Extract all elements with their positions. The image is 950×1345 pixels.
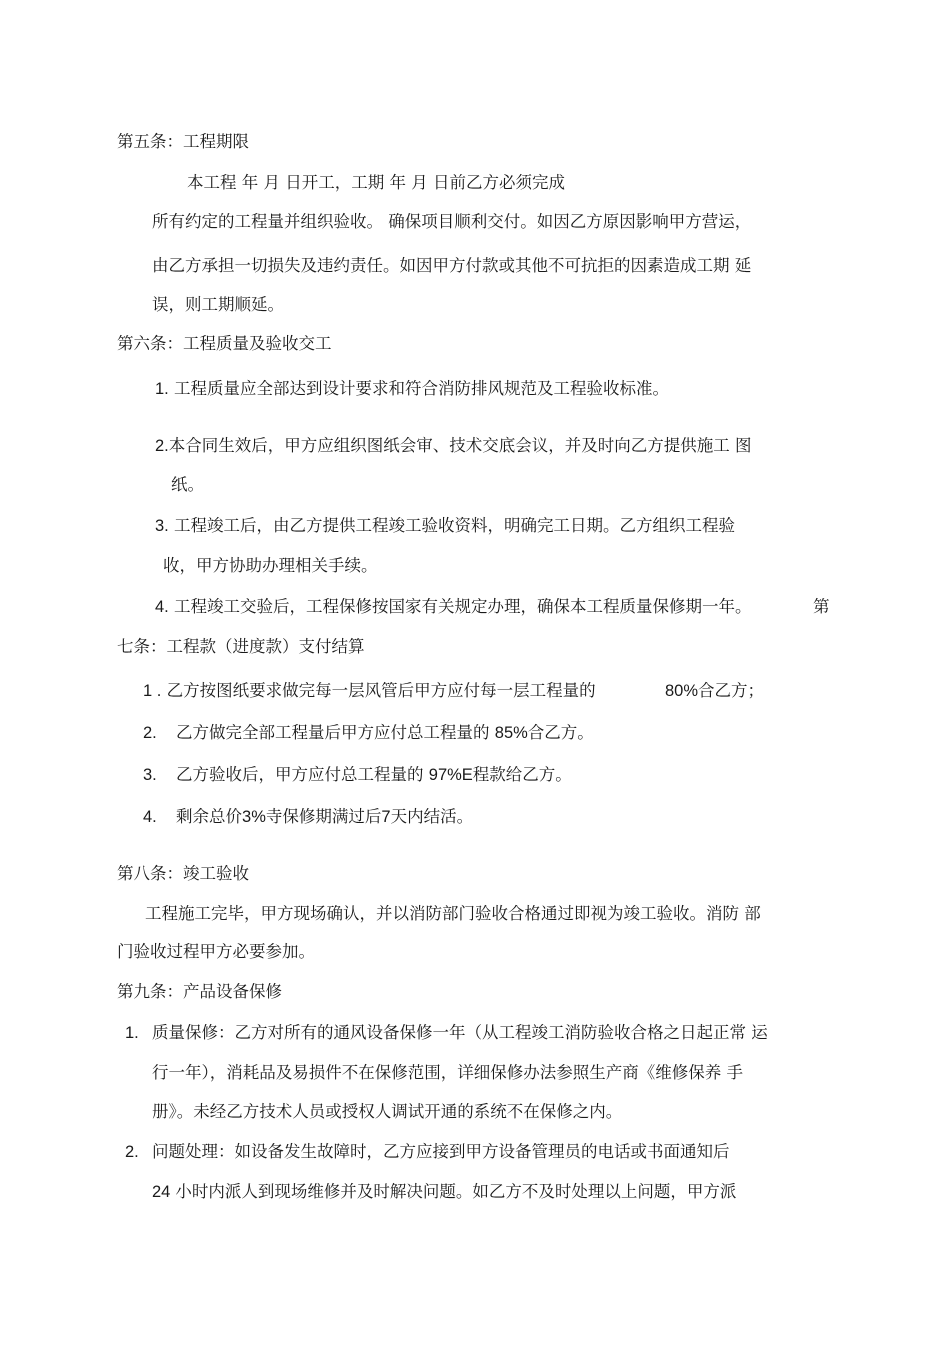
item-tail: 程款给乙方。 [472, 765, 572, 784]
section-7-heading-start: 第 [813, 597, 830, 616]
item-number: 1. [125, 1024, 139, 1042]
item-text: 工程竣工后，由乙方提供工程竣工验收资料，明确完工日期。乙方组织工程验 [174, 516, 736, 535]
section-6-item-3-cont: 收，甲方协助办理相关手续。 [163, 556, 378, 575]
percent-value: 3% [242, 808, 266, 826]
item-text: 工程质量应全部达到设计要求和符合消防排风规范及工程验收标准。 [174, 379, 670, 398]
days-value: 7 [381, 808, 391, 826]
section-7-item-1-tail [665, 680, 764, 702]
section-8-line-2: 门验收过程甲方必要参加。 [117, 942, 315, 961]
section-6-item-2 [155, 435, 752, 457]
section-6-heading: 第六条：工程质量及验收交工 [117, 334, 332, 353]
section-5-line-3: 由乙方承担一切损失及违约责任。如因甲方付款或其他不可抗拒的因素造成工期 延 [152, 256, 752, 275]
section-7-item-1 [143, 680, 596, 702]
item-text: 工程竣工交验后，工程保修按国家有关规定办理，确保本工程质量保修期一年。 [174, 597, 752, 616]
percent-value: 85% [494, 724, 528, 742]
section-9-item-2-cont [152, 1181, 736, 1203]
item-number: 1. [155, 380, 169, 398]
item-text: 本合同生效后，甲方应组织图纸会审、技术交底会议，并及时向乙方提供施工 图 [168, 436, 752, 455]
section-6-item-4 [155, 596, 752, 618]
section-7-item-3 [143, 764, 572, 786]
section-8-line-1: 工程施工完毕，甲方现场确认，并以消防部门验收合格通过即视为竣工验收。消防 部 [145, 904, 761, 923]
item-text: 乙方按图纸要求做完每一层风管后甲方应付每一层工程量的 [166, 681, 596, 700]
percent-value: 80% [665, 682, 699, 700]
section-7-item-4 [143, 806, 473, 828]
section-5-line-1: 本工程 年 月 日开工，工期 年 月 日前乙方必须完成 [187, 173, 565, 192]
item-text: 问题处理：如设备发生故障时，乙方应接到甲方设备管理员的电话或书面通知后 [152, 1142, 730, 1161]
item-tail: 合乙方。 [527, 723, 594, 742]
item-text: 质量保修：乙方对所有的通风设备保修一年（从工程竣工消防验收合格之日起正常 运 [152, 1023, 768, 1042]
section-7-heading: 七条：工程款（进度款）支付结算 [117, 637, 365, 656]
item-text-pre: 剩余总价 [176, 807, 243, 826]
section-9-item-1-cont-1: 行一年），消耗品及易损件不在保修范围，详细保修办法参照生产商《维修保养 手 [152, 1063, 743, 1082]
item-text: 乙方做完全部工程量后甲方应付总工程量的 [176, 723, 490, 742]
item-text: 乙方验收后，甲方应付总工程量的 [176, 765, 424, 784]
section-9-item-2 [125, 1141, 730, 1163]
section-7-item-2 [143, 722, 594, 744]
percent-value: 97%E [428, 766, 473, 784]
item-number: 3. [155, 517, 169, 535]
section-5-line-4: 误，则工期顺延。 [152, 295, 284, 314]
section-6-item-3 [155, 515, 735, 537]
item-number: 4. [143, 808, 157, 826]
section-6-item-1 [155, 378, 669, 400]
section-9-item-1 [125, 1022, 768, 1044]
item-number: 2. [143, 724, 157, 742]
item-number: 2. [125, 1143, 139, 1161]
section-5-heading: 第五条：工程期限 [117, 132, 249, 151]
hours-value: 24 [152, 1183, 171, 1201]
section-8-heading: 第八条：竣工验收 [117, 864, 249, 883]
item-tail: 天内结活。 [390, 807, 474, 826]
item-number: 2. [155, 437, 169, 455]
section-5-line-2: 所有约定的工程量并组织验收。 确保项目顺利交付。如因乙方原因影响甲方营运， [152, 212, 752, 231]
item-text-mid: 寺保修期满过后 [265, 807, 382, 826]
section-6-item-2-cont: 纸。 [171, 475, 204, 494]
item-number: 1 . [143, 682, 162, 700]
item-number: 4. [155, 598, 169, 616]
item-tail: 合乙方； [698, 681, 765, 700]
section-9-item-1-cont-2: 册》。未经乙方技术人员或授权人调试开通的系统不在保修之内。 [152, 1102, 623, 1121]
section-9-heading: 第九条：产品设备保修 [117, 982, 282, 1001]
item-text: 小时内派人到现场维修并及时解决问题。如乙方不及时处理以上问题，甲方派 [175, 1182, 737, 1201]
item-number: 3. [143, 766, 157, 784]
